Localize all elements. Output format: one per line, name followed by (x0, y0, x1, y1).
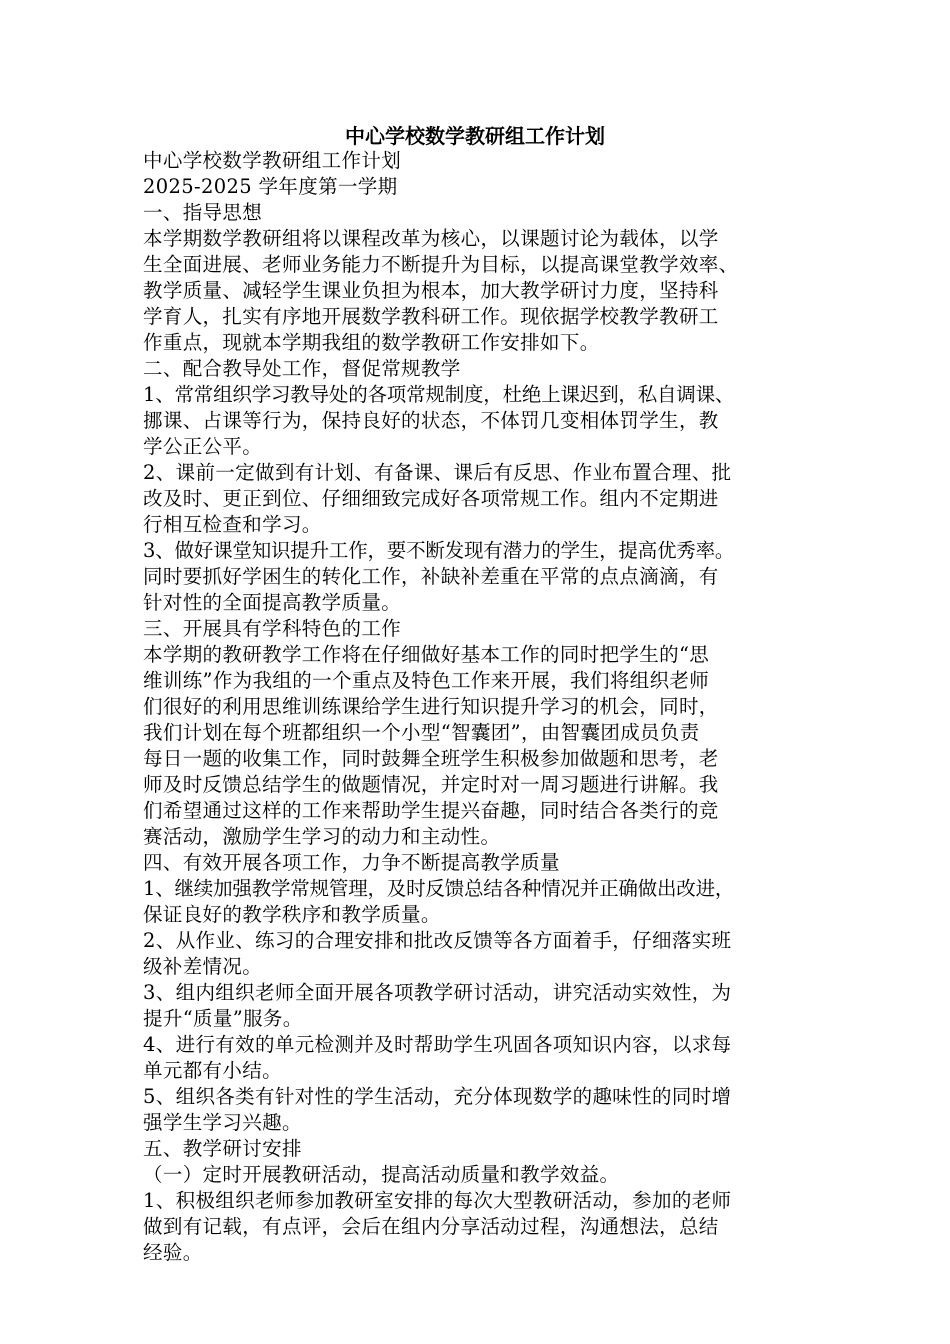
paragraph-line: 赛活动，激励学生学习的动力和主动性。 (143, 825, 501, 848)
paragraph-line: 同时要抓好学困生的转化工作，补缺补差重在平常的点点滴滴，有 (143, 565, 719, 588)
section-heading: 一、指导思想 (143, 201, 263, 224)
document-title: 中心学校数学教研组工作计划 (345, 124, 605, 148)
paragraph-line: 生全面进展、老师业务能力不断提升为目标，以提高课堂教学效率、 (143, 253, 739, 276)
paragraph-line: 2、课前一定做到有计划、有备课、课后有反思、作业布置合理、批 (143, 461, 732, 484)
paragraph-line: 做到有记载，有点评，会后在组内分享活动过程，沟通想法，总结 (143, 1215, 719, 1238)
paragraph-line: 3、组内组织老师全面开展各项教学研讨活动，讲究活动实效性，为 (143, 981, 732, 1004)
section-heading: 三、开展具有学科特色的工作 (143, 617, 402, 640)
paragraph-line: 行相互检查和学习。 (143, 513, 322, 536)
section-heading: 四、有效开展各项工作，力争不断提高教学质量 (143, 851, 560, 874)
paragraph-line: 经验。 (143, 1241, 203, 1264)
paragraph-line: 学公正公平。 (143, 435, 263, 458)
paragraph-line: 保证良好的教学秩序和教学质量。 (143, 903, 441, 926)
paragraph-line: 我们计划在每个班都组织一个小型“智囊团”，由智囊团成员负责 (143, 721, 700, 744)
subsection-heading: （一）定时开展教研活动，提高活动质量和教学效益。 (143, 1163, 620, 1186)
paragraph-line: 5、组织各类有针对性的学生活动，充分体现数学的趣味性的同时增 (143, 1085, 732, 1108)
paragraph-line: 1、继续加强教学常规管理，及时反馈总结各种情况并正确做出改进， (143, 877, 735, 900)
paragraph-line: 1、积极组织老师参加教研室安排的每次大型教研活动，参加的老师 (143, 1189, 732, 1212)
paragraph-line: 挪课、占课等行为，保持良好的状态，不体罚几变相体罚学生，教 (143, 409, 719, 432)
paragraph-line: 们很好的利用思维训练课给学生进行知识提升学习的机会，同时， (143, 695, 719, 718)
section-heading: 二、配合教导处工作，督促常规教学 (143, 357, 461, 380)
paragraph-line: 本学期的教研教学工作将在仔细做好基本工作的同时把学生的“思 (143, 643, 710, 666)
section-heading: 五、教学研讨安排 (143, 1137, 302, 1160)
paragraph-line: 提升“质量”服务。 (143, 1007, 303, 1030)
paragraph-line: 学育人，扎实有序地开展数学教科研工作。现依据学校教学教研工 (143, 305, 719, 328)
paragraph-line: 3、做好课堂知识提升工作，要不断发现有潜力的学生，提高优秀率。 (143, 539, 735, 562)
paragraph-line: 本学期数学教研组将以课程改革为核心，以课题讨论为载体，以学 (143, 227, 719, 250)
paragraph-line: 们希望通过这样的工作来帮助学生提兴奋趣，同时结合各类行的竞 (143, 799, 719, 822)
paragraph-line: 改及时、更正到位、仔细细致完成好各项常规工作。组内不定期进 (143, 487, 719, 510)
paragraph-line: 教学质量、减轻学生课业负担为根本，加大教学研讨力度，坚持科 (143, 279, 719, 302)
paragraph-line: 每日一题的收集工作，同时鼓舞全班学生积极参加做题和思考，老 (143, 747, 719, 770)
paragraph-line: 作重点，现就本学期我组的数学教研工作安排如下。 (143, 331, 600, 354)
paragraph-line: 2、从作业、练习的合理安排和批改反馈等各方面着手，仔细落实班 (143, 929, 732, 952)
paragraph-line: 1、常常组织学习教导处的各项常规制度，杜绝上课迟到，私自调课、 (143, 383, 735, 406)
paragraph-line: 师及时反馈总结学生的做题情况，并定时对一周习题进行讲解。我 (143, 773, 719, 796)
paragraph-line: 4、进行有效的单元检测并及时帮助学生巩固各项知识内容，以求每 (143, 1033, 732, 1056)
document-body (143, 148, 819, 1266)
paragraph-line: 级补差情况。 (143, 955, 263, 978)
paragraph-line: 维训练”作为我组的一个重点及特色工作来开展，我们将组织老师 (143, 669, 710, 692)
paragraph-line: 强学生学习兴趣。 (143, 1111, 302, 1134)
term-line: 2025-2025 学年度第一学期 (143, 175, 398, 198)
paragraph-line: 针对性的全面提高教学质量。 (143, 591, 402, 614)
paragraph-line: 单元都有小结。 (143, 1059, 282, 1082)
subtitle-line: 中心学校数学教研组工作计划 (143, 149, 402, 172)
